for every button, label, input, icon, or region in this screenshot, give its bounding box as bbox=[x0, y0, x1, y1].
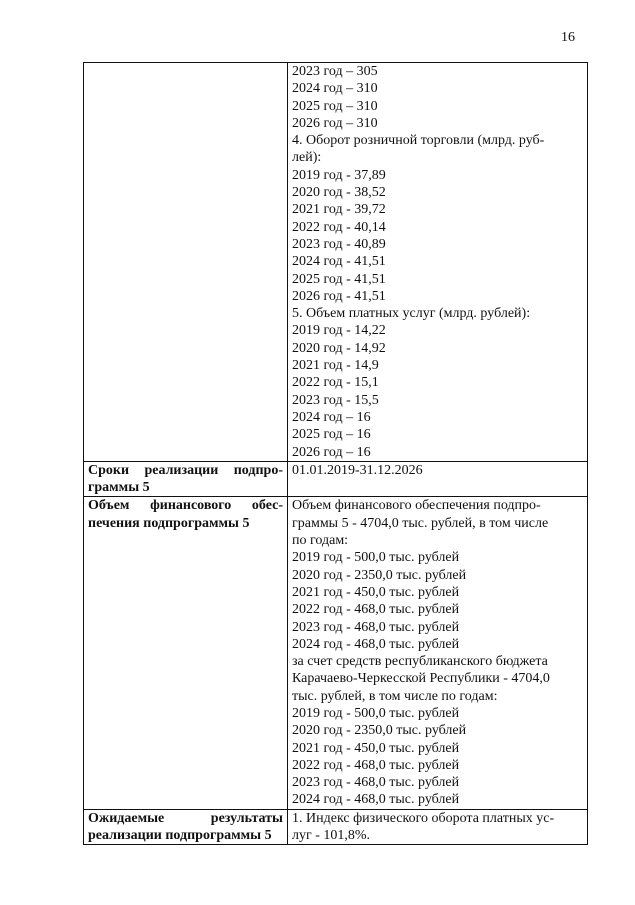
value-line: 2023 год - 40,89 bbox=[292, 236, 386, 252]
row-label-cell bbox=[84, 809, 288, 845]
value-line: 2025 год – 310 bbox=[292, 98, 378, 114]
value-line: 1. Индекс физического оборота платных ус- bbox=[292, 810, 555, 826]
row-value-cell bbox=[288, 461, 588, 497]
row-label-cell bbox=[84, 461, 288, 497]
value-line: 2026 год - 41,51 bbox=[292, 288, 386, 304]
value-line: 2026 год – 16 bbox=[292, 444, 371, 460]
table-row bbox=[84, 809, 588, 845]
value-line: 2020 год - 2350,0 тыс. рублей bbox=[292, 723, 467, 739]
value-line: 2019 год - 14,22 bbox=[292, 323, 386, 339]
value-line: 2023 год – 305 bbox=[292, 64, 378, 79]
value-line: Объем финансового обеспечения подпро- bbox=[292, 498, 541, 514]
row-value-cell bbox=[288, 809, 588, 845]
row-label: Ожидаемые результаты реализации подпрограммы 5 bbox=[88, 810, 283, 844]
row-label: Объем финансового обес-печения подпрограммы 5 bbox=[88, 498, 283, 531]
value-line: 2021 год - 39,72 bbox=[292, 202, 386, 218]
page-number: 16 bbox=[561, 30, 575, 45]
row-label: Сроки реализации подпро-граммы 5 bbox=[88, 462, 283, 496]
table-row bbox=[84, 63, 588, 462]
value-line: 01.01.2019-31.12.2026 bbox=[292, 462, 423, 478]
value-line: 2026 год – 310 bbox=[292, 115, 378, 131]
value-line: 2020 год - 38,52 bbox=[292, 185, 386, 201]
value-line: 2019 год - 500,0 тыс. рублей bbox=[292, 705, 460, 721]
value-line: Карачаево-Черкесской Республики - 4704,0 bbox=[292, 671, 550, 687]
value-line: лей): bbox=[292, 150, 322, 166]
table-row bbox=[84, 497, 588, 809]
value-line: по годам: bbox=[292, 533, 349, 549]
value-line: 2021 год - 450,0 тыс. рублей bbox=[292, 584, 460, 600]
value-line: 2022 год - 468,0 тыс. рублей bbox=[292, 757, 460, 773]
value-line: 2023 год - 468,0 тыс. рублей bbox=[292, 619, 460, 635]
row-value-cell bbox=[288, 63, 588, 462]
value-line: 2025 год – 16 bbox=[292, 427, 371, 443]
value-line: 2019 год - 37,89 bbox=[292, 167, 386, 183]
value-line: 2025 год - 41,51 bbox=[292, 271, 386, 287]
value-line: тыс. рублей, в том числе по годам: bbox=[292, 688, 498, 704]
value-line: 2020 год - 14,92 bbox=[292, 340, 386, 356]
value-line: 2019 год - 500,0 тыс. рублей bbox=[292, 550, 460, 566]
value-line: 2024 год - 468,0 тыс. рублей bbox=[292, 636, 460, 652]
value-line: 2024 год - 468,0 тыс. рублей bbox=[292, 792, 460, 808]
value-line: 2023 год - 468,0 тыс. рублей bbox=[292, 775, 460, 791]
row-label-cell bbox=[84, 497, 288, 809]
value-line: граммы 5 - 4704,0 тыс. рублей, в том числе bbox=[292, 515, 549, 531]
value-line: 2024 год – 16 bbox=[292, 409, 371, 425]
value-line: 2022 год - 40,14 bbox=[292, 219, 386, 235]
value-line: 2021 год - 450,0 тыс. рублей bbox=[292, 740, 460, 756]
value-line: 5. Объем платных услуг (млрд. рублей): bbox=[292, 306, 531, 322]
value-line: 2024 год - 41,51 bbox=[292, 254, 386, 270]
value-line: 2023 год - 15,5 bbox=[292, 392, 379, 408]
value-line: 2021 год - 14,9 bbox=[292, 358, 379, 374]
value-line: 2022 год - 15,1 bbox=[292, 375, 379, 391]
row-label-cell bbox=[84, 63, 288, 462]
value-line: 4. Оборот розничной торговли (млрд. руб- bbox=[292, 133, 545, 149]
table-row bbox=[84, 461, 588, 497]
subprogram-passport-table bbox=[83, 62, 588, 845]
row-value-cell bbox=[288, 497, 588, 809]
value-line: 2022 год - 468,0 тыс. рублей bbox=[292, 602, 460, 618]
value-line: 2024 год – 310 bbox=[292, 81, 378, 97]
value-line: за счет средств республиканского бюджета bbox=[292, 654, 548, 670]
value-line: 2020 год - 2350,0 тыс. рублей bbox=[292, 567, 467, 583]
value-line: луг - 101,8%. bbox=[292, 828, 371, 844]
